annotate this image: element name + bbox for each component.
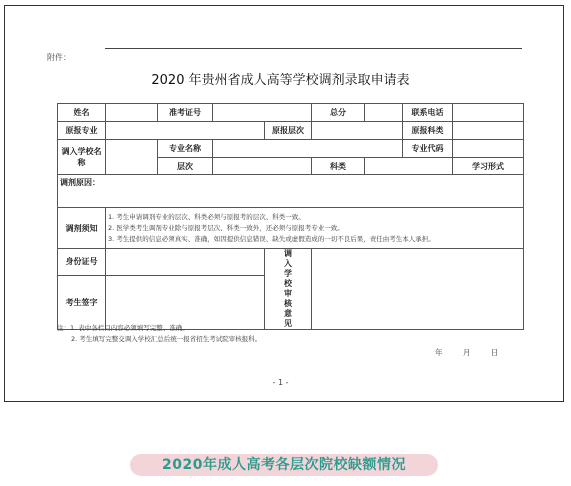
adjust-reason-label: 调剂原因： (60, 178, 100, 187)
name-value-cell[interactable] (106, 104, 158, 122)
ticket-number-value-cell[interactable] (213, 104, 312, 122)
application-form-table (57, 103, 524, 330)
original-level-label: 原报层次 (265, 122, 312, 140)
signature-label: 考生签字 (58, 275, 106, 330)
notice-item: 2. 医学类考生调剂专业除与原报考层次、科类一致外，还必须与原报考专业一致。 (108, 223, 344, 232)
school-review-label-cell (265, 249, 312, 330)
level-value-cell[interactable] (213, 158, 312, 175)
school-review-value-cell[interactable] (312, 249, 524, 330)
study-form-label: 学习形式 (472, 161, 504, 171)
target-school-value-cell[interactable] (106, 140, 158, 175)
total-score-label: 总分 (312, 104, 365, 122)
ticket-number-label: 准考证号 (158, 104, 213, 122)
school-review-label: 调入学校审核意见 (284, 249, 292, 328)
footnote-item: 2. 考生填写完整交调入学校汇总后统一报省招生考试院审核报科。 (71, 335, 262, 343)
footnotes (57, 323, 261, 345)
id-number-label: 身份证号 (58, 249, 106, 276)
original-major-label: 原报专业 (58, 122, 106, 140)
subject-label: 科类 (312, 158, 365, 175)
major-name-value-cell[interactable] (213, 140, 403, 158)
document-page (4, 5, 564, 402)
major-code-value-cell[interactable] (453, 140, 524, 158)
form-title: 2020 年贵州省成人高等学校调剂录取申请表 (151, 73, 410, 88)
target-school-label: 调入学校名称 (58, 140, 106, 175)
footnote-item: 注：1. 表中各栏目内容必须填写完整、准确。 (57, 324, 189, 332)
header-rule (105, 48, 522, 49)
notice-item: 1. 考生申请调剂专业的层次、科类必须与原报考的层次、科类一致。 (108, 212, 305, 221)
date-line: 年 月 日 (435, 348, 499, 357)
level-label: 层次 (158, 158, 213, 175)
original-subject-label: 原报科类 (403, 122, 453, 140)
major-name-label: 专业名称 (158, 140, 213, 158)
phone-value-cell[interactable] (453, 104, 524, 122)
caption-banner (130, 454, 438, 476)
caption-text: 2020年成人高考各层次院校缺额情况 (162, 457, 406, 473)
original-level-value-cell[interactable] (312, 122, 403, 140)
study-form-value-cell[interactable] (453, 158, 524, 175)
major-code-label: 专业代码 (403, 140, 453, 158)
name-label: 姓名 (58, 104, 106, 122)
notice-label: 调剂须知 (58, 208, 106, 249)
notice-content (106, 208, 524, 249)
notice-item: 3. 考生提供的信息必须真实、准确，如因提供信息错误、缺失或虚假造成的一切不良后果，责任由考生本人承担。 (108, 234, 435, 243)
original-subject-value-cell[interactable] (453, 122, 524, 140)
id-number-value-cell[interactable] (106, 249, 265, 276)
original-major-value-cell[interactable] (106, 122, 265, 140)
adjust-reason-cell[interactable] (58, 175, 524, 208)
signature-value-cell[interactable] (106, 275, 265, 330)
page-number: - 1 - (272, 378, 289, 387)
phone-label: 联系电话 (403, 104, 453, 122)
subject-value-cell[interactable] (365, 158, 453, 175)
total-score-value-cell[interactable] (365, 104, 403, 122)
attachment-label: 附件： (47, 53, 71, 62)
